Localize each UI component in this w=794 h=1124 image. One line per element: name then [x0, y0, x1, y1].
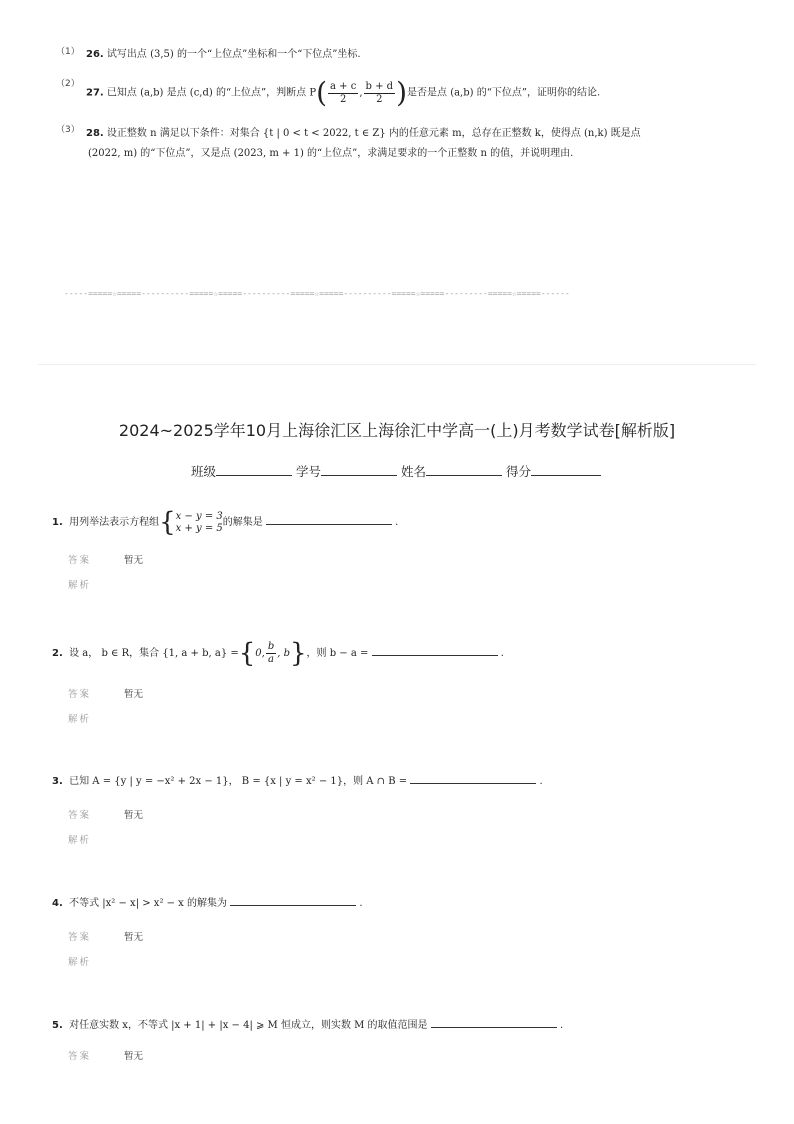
left-brace: {	[159, 507, 176, 538]
question-text: 设 a， b ∈ R，集合 {1, a + b, a} =	[69, 648, 239, 659]
question-text: 不等式 |x² − x| > x² − x 的解集为	[69, 898, 228, 909]
name-label: 姓名	[401, 464, 427, 479]
question-number: 3.	[52, 776, 63, 787]
question-28	[86, 125, 641, 143]
question-number: 28.	[86, 128, 104, 139]
left-paren: (	[316, 76, 328, 109]
left-brace: {	[238, 638, 256, 669]
answer-blank[interactable]	[372, 643, 498, 656]
answer-blank[interactable]	[431, 1015, 557, 1028]
student-info-fields	[191, 462, 601, 480]
fraction-denominator: 2	[340, 93, 347, 105]
fraction-1	[328, 81, 358, 106]
question-text-line1: 设正整数 n 满足以下条件：对集合 {t | 0 < t < 2022, t ∈ Z} 内的任意元素 m，总存在正整数 k，使得点 (n,k) 既是点	[106, 128, 641, 139]
exam-title: 2024~2025学年10月上海徐汇区上海徐汇中学高一(上)月考数学试卷[解析版]	[118, 421, 676, 440]
subquestion-marker-3: （3）	[56, 125, 80, 135]
answer-value: 暂无	[124, 1051, 144, 1062]
analysis-label: 解析	[68, 835, 92, 846]
question-text-part1: 已知点 (a,b) 是点 (c,d) 的“上位点”，判断点 P	[106, 87, 317, 99]
score-label: 得分	[506, 464, 532, 479]
question-28-line2: (2022, m) 的“下位点”，又是点 (2023, m + 1) 的“上位点”，求满足要求的一个正整数 n 的值，并说明理由.	[88, 148, 574, 159]
answer-blank[interactable]	[230, 893, 356, 906]
analysis-label: 解析	[68, 714, 92, 725]
fraction-numerator: b	[267, 641, 275, 652]
question-26	[86, 46, 361, 64]
fraction-b-over-a	[266, 641, 276, 666]
answer-value: 暂无	[124, 555, 144, 566]
question-3	[52, 771, 543, 791]
question-text-part2: 是否是点 (a,b) 的“下位点”，证明你的结论.	[407, 87, 601, 99]
subquestion-marker-2: （2）	[56, 79, 80, 89]
right-paren: )	[396, 76, 408, 109]
question-number: 4.	[52, 898, 63, 909]
answer-value: 暂无	[124, 689, 144, 700]
name-input[interactable]	[426, 463, 502, 476]
equation-system	[176, 511, 223, 535]
question-text: 用列举法表示方程组	[69, 517, 160, 528]
fraction-denominator: a	[268, 654, 275, 665]
period: .	[359, 898, 363, 909]
question-text: 试写出点 (3,5) 的一个“上位点”坐标和一个“下位点”坐标.	[106, 49, 361, 60]
answer-blank[interactable]	[266, 512, 392, 525]
answer-label: 答案	[68, 555, 92, 566]
question-text: 已知 A = {y | y = −x² + 2x − 1}， B = {x | y = x² − 1}，则 A ∩ B =	[69, 776, 408, 787]
fraction-numerator: a + c	[330, 80, 357, 92]
page-separator	[38, 364, 756, 365]
period: .	[539, 776, 543, 787]
fraction-denominator: 2	[376, 93, 383, 105]
question-number: 2.	[52, 648, 63, 659]
answer-blank[interactable]	[410, 771, 536, 784]
question-text-post: ，则 b − a =	[306, 648, 369, 659]
question-1	[52, 509, 398, 537]
subquestion-marker-1: （1）	[56, 47, 80, 57]
question-number: 1.	[52, 517, 63, 528]
equation-2: x + y = 5	[175, 522, 223, 534]
question-27: 27. 已知点 (a,b) 是点 (c,d) 的“上位点”，判断点 P( $\frac{a + c}{2}$ , $\frac{b + d}{2}$ )是否是点 (a,b) 的“下位点”，证明你的结论.	[86, 76, 601, 109]
question-5	[52, 1015, 563, 1035]
question-4	[52, 893, 363, 913]
question-text-post: 的解集是	[222, 517, 263, 528]
answer-value: 暂无	[124, 810, 144, 821]
class-label: 班级	[191, 464, 217, 479]
question-2	[52, 640, 504, 668]
question-number: 26.	[86, 49, 104, 60]
answer-label: 答案	[68, 810, 92, 821]
answer-label: 答案	[68, 689, 92, 700]
set-element: , b	[277, 648, 290, 659]
analysis-label: 解析	[68, 580, 92, 591]
answer-label: 答案	[68, 1051, 92, 1062]
question-text: 对任意实数 x，不等式 |x + 1| + |x − 4| ⩾ M 恒成立，则实数 M 的取值范围是	[69, 1020, 428, 1031]
period: .	[500, 648, 504, 659]
period: .	[559, 1020, 564, 1031]
period: .	[395, 517, 399, 528]
question-number: 5.	[52, 1020, 63, 1031]
star-divider: -----=====☆=====----------=====☆=====----------=====☆=====----------=====☆=====---------=====☆=====------	[64, 289, 570, 298]
id-label: 学号	[296, 464, 322, 479]
fraction-numerator: b + d	[365, 80, 394, 92]
question-number: 27.	[86, 87, 104, 99]
id-input[interactable]	[321, 463, 397, 476]
answer-value: 暂无	[124, 932, 144, 943]
set-element: 0,	[255, 648, 265, 659]
fraction-2	[364, 81, 396, 106]
answer-label: 答案	[68, 932, 92, 943]
class-input[interactable]	[216, 463, 292, 476]
equation-1: x − y = 3	[175, 510, 223, 522]
analysis-label: 解析	[68, 957, 92, 968]
right-brace: }	[290, 638, 307, 669]
score-input[interactable]	[531, 463, 601, 476]
